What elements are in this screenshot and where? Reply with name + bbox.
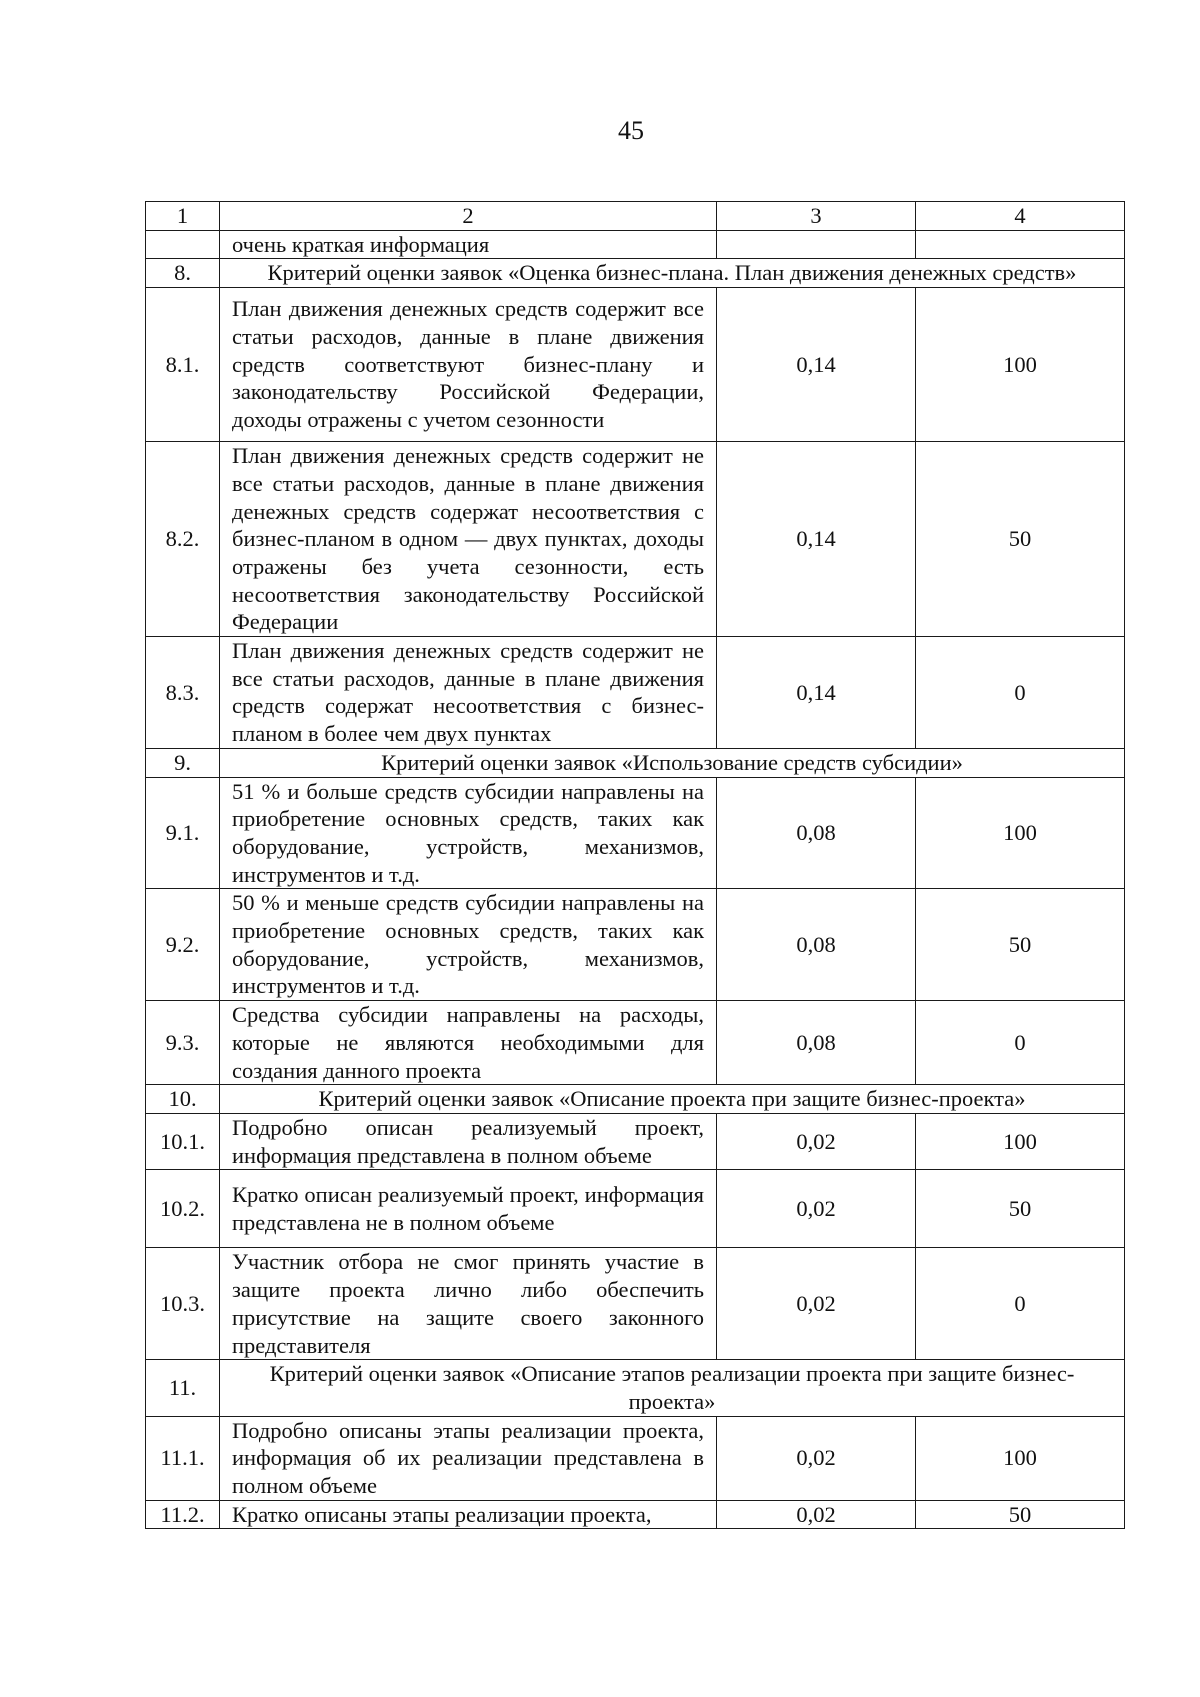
section-title: Критерий оценки заявок «Описание этапов реализации проекта при защите бизнес-проекта» bbox=[220, 1360, 1125, 1416]
criterion-row bbox=[146, 777, 1125, 889]
criterion-number: 11.1. bbox=[146, 1416, 220, 1500]
criterion-description: План движения денежных средств содержит не все статьи расходов, данные в плане движения денежных средств содержат несоответствия с бизнес-планом в одном — двух пунктах, доходы отражены без учета сезонности, есть несоответствия законодательству Российской Федерации bbox=[220, 442, 717, 637]
header-col-2: 2 bbox=[220, 202, 717, 231]
section-row bbox=[146, 1360, 1125, 1416]
continued-row-score bbox=[916, 230, 1125, 259]
section-row bbox=[146, 1085, 1125, 1114]
criterion-description: 51 % и больше средств субсидии направлены на приобретение основных средств, таких как оборудование, устройств, механизмов, инструментов и т.д. bbox=[220, 777, 717, 889]
criterion-score: 100 bbox=[916, 288, 1125, 442]
criterion-score: 50 bbox=[916, 1500, 1125, 1529]
criterion-weight: 0,02 bbox=[717, 1416, 916, 1500]
section-number: 11. bbox=[146, 1360, 220, 1416]
header-col-3: 3 bbox=[717, 202, 916, 231]
continued-row-num bbox=[146, 230, 220, 259]
criterion-number: 9.1. bbox=[146, 777, 220, 889]
criterion-row bbox=[146, 1416, 1125, 1500]
criteria-table bbox=[145, 201, 1125, 1529]
section-number: 9. bbox=[146, 748, 220, 777]
criterion-row bbox=[146, 889, 1125, 1001]
criterion-score: 50 bbox=[916, 442, 1125, 637]
section-title: Критерий оценки заявок «Оценка бизнес-плана. План движения денежных средств» bbox=[220, 259, 1125, 288]
header-col-4: 4 bbox=[916, 202, 1125, 231]
page-number: 45 bbox=[618, 116, 644, 145]
criterion-number: 8.3. bbox=[146, 637, 220, 749]
criterion-description: 50 % и меньше средств субсидии направлены на приобретение основных средств, таких как оборудование, устройств, механизмов, инструментов и т.д. bbox=[220, 889, 717, 1001]
criterion-description: Кратко описан реализуемый проект, информация представлена не в полном объеме bbox=[220, 1170, 717, 1248]
criterion-score: 0 bbox=[916, 1001, 1125, 1085]
section-title: Критерий оценки заявок «Использование средств субсидии» bbox=[220, 748, 1125, 777]
criterion-row bbox=[146, 442, 1125, 637]
continued-row-weight bbox=[717, 230, 916, 259]
criterion-weight: 0,08 bbox=[717, 777, 916, 889]
criterion-number: 8.2. bbox=[146, 442, 220, 637]
criterion-score: 0 bbox=[916, 637, 1125, 749]
criterion-description: План движения денежных средств содержит не все статьи расходов, данные в плане движения средств содержат несоответствия с бизнес-планом в более чем двух пунктах bbox=[220, 637, 717, 749]
criterion-weight: 0,02 bbox=[717, 1248, 916, 1360]
criterion-row bbox=[146, 1113, 1125, 1169]
criterion-row bbox=[146, 1500, 1125, 1529]
criterion-weight: 0,02 bbox=[717, 1500, 916, 1529]
criterion-row bbox=[146, 1170, 1125, 1248]
criterion-number: 10.2. bbox=[146, 1170, 220, 1248]
criterion-row bbox=[146, 637, 1125, 749]
criterion-score: 50 bbox=[916, 1170, 1125, 1248]
header-row bbox=[146, 202, 1125, 231]
criterion-weight: 0,14 bbox=[717, 288, 916, 442]
section-row bbox=[146, 748, 1125, 777]
criterion-score: 100 bbox=[916, 1416, 1125, 1500]
criterion-number: 9.3. bbox=[146, 1001, 220, 1085]
criterion-description: Подробно описаны этапы реализации проекта, информация об их реализации представлена в полном объеме bbox=[220, 1416, 717, 1500]
criterion-score: 100 bbox=[916, 1113, 1125, 1169]
criterion-number: 11.2. bbox=[146, 1500, 220, 1529]
section-number: 8. bbox=[146, 259, 220, 288]
criterion-description: Подробно описан реализуемый проект, информация представлена в полном объеме bbox=[220, 1113, 717, 1169]
criterion-score: 100 bbox=[916, 777, 1125, 889]
criterion-weight: 0,14 bbox=[717, 442, 916, 637]
criterion-number: 8.1. bbox=[146, 288, 220, 442]
criterion-description: Кратко описаны этапы реализации проекта, bbox=[220, 1500, 717, 1529]
header-col-1: 1 bbox=[146, 202, 220, 231]
criterion-weight: 0,08 bbox=[717, 889, 916, 1001]
criterion-row bbox=[146, 288, 1125, 442]
continued-row bbox=[146, 230, 1125, 259]
criterion-description: Участник отбора не смог принять участие в защите проекта лично либо обеспечить присутствие на защите своего законного представителя bbox=[220, 1248, 717, 1360]
criterion-weight: 0,08 bbox=[717, 1001, 916, 1085]
criterion-description: Средства субсидии направлены на расходы, которые не являются необходимыми для создания данного проекта bbox=[220, 1001, 717, 1085]
criterion-row bbox=[146, 1001, 1125, 1085]
criterion-number: 9.2. bbox=[146, 889, 220, 1001]
criterion-row bbox=[146, 1248, 1125, 1360]
section-number: 10. bbox=[146, 1085, 220, 1114]
criterion-weight: 0,02 bbox=[717, 1113, 916, 1169]
criterion-score: 50 bbox=[916, 889, 1125, 1001]
criterion-weight: 0,14 bbox=[717, 637, 916, 749]
criterion-number: 10.3. bbox=[146, 1248, 220, 1360]
continued-row-description: очень краткая информация bbox=[220, 230, 717, 259]
criterion-number: 10.1. bbox=[146, 1113, 220, 1169]
criterion-description: План движения денежных средств содержит все статьи расходов, данные в плане движения средств соответствуют бизнес-плану и законодательству Российской Федерации, доходы отражены с учетом сезонности bbox=[220, 288, 717, 442]
criterion-weight: 0,02 bbox=[717, 1170, 916, 1248]
criterion-score: 0 bbox=[916, 1248, 1125, 1360]
section-row bbox=[146, 259, 1125, 288]
section-title: Критерий оценки заявок «Описание проекта при защите бизнес-проекта» bbox=[220, 1085, 1125, 1114]
